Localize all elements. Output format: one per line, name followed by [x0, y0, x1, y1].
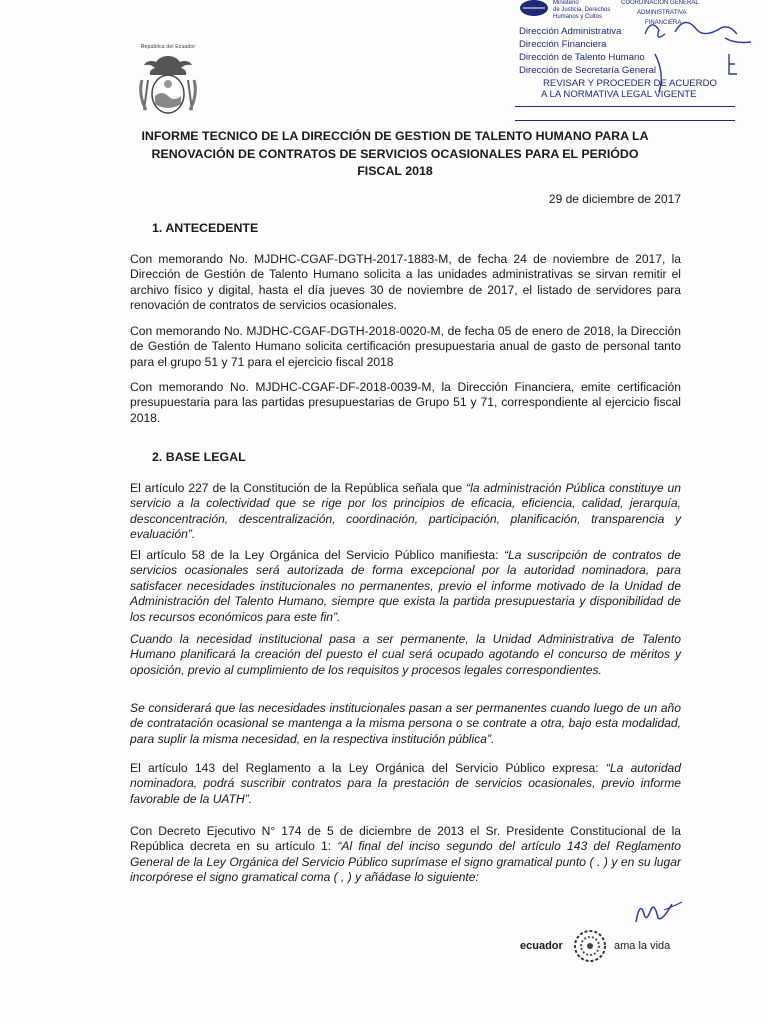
stamp-org-3: Humanos y Cultos	[553, 14, 603, 20]
title-line-2: RENOVACIÓN DE CONTRATOS DE SERVICIOS OCASIONALES PARA EL PERIÓDO	[151, 146, 639, 161]
paragraph-quote: “La autoridad nominadora, podrá suscribir contratos para la prestación de servicios ocasionales, previo informe favorable de la UATH”.	[130, 761, 681, 806]
ecuador-coat-of-arms	[122, 44, 214, 122]
footer-brand-ecuador: ecuador	[520, 940, 563, 952]
seal-label: República del Ecuador	[140, 44, 196, 50]
stamp-rule-2	[515, 120, 735, 121]
coat-of-arms-icon	[122, 50, 214, 120]
base-legal-paragraph-2	[130, 548, 681, 625]
stamp-line-3: Dirección de Talento Humano	[519, 52, 645, 63]
stamp-unit-1: COORDINACIÓN GENERAL	[621, 0, 699, 6]
stamp-org-2: de Justicia, Derechos	[553, 7, 611, 13]
paragraph-lead: El artículo 143 del Reglamento a la Ley Orgánica del Servicio Público expresa:	[130, 761, 606, 775]
footer-brand-ama-la-vida: ama la vida	[614, 940, 671, 952]
stamp-line-5: REVISAR Y PROCEDER DE ACUERDO	[543, 78, 717, 89]
title-line-1: INFORME TECNICO DE LA DIRECCIÓN DE GESTION DE TALENTO HUMANO PARA LA	[141, 129, 649, 143]
paragraph-quote: “La suscripción de contratos de servicios ocasionales será autorizada de forma excepcional por la autoridad nominadora, para satisfacer necesidades institucionales no permanentes, previo el informe motivado de la Unidad de Administración del Talento Humano, siempre que exista la partida presupuestaria y disponibilidad de los recursos económicos para este fin”.	[130, 548, 681, 624]
stamp-line-1: Dirección Administrativa	[519, 26, 622, 37]
antecedente-paragraph-2: Con memorando No. MJDHC-CGAF-DGTH-2018-0020-M, de fecha 05 de enero de 2018, la Dirección de Gestión de Talento Humano solicita certificación presupuestaria anual de gasto de personal tanto para el grupo 51 y 71 para el ejercicio fiscal 2018	[130, 324, 681, 369]
ecuador-brand-logo-icon	[570, 928, 610, 964]
paragraph-quote: “la administración Pública constituye un servicio a la colectividad que se rige por los principios de eficacia, eficiencia, calidad, jerarquía, desconcentración, descentralización, coordinación, participación, planificación, transparencia y evaluación”.	[130, 481, 681, 542]
antecedente-paragraph-1: Con memorando No. MJDHC-CGAF-DGTH-2017-1883-M, de fecha 24 de noviembre de 2017, la Dirección de Gestión de Talento Humano solicita a las unidades administrativas se sirvan remitir el archivo físico y digital, hasta el día jueves 30 de noviembre de 2017, el listado de servidores para renovación de contratos de servicios ocasionales.	[130, 252, 681, 313]
base-legal-paragraph-1	[130, 481, 681, 543]
document-title	[80, 128, 710, 181]
paragraph-quote: “Al final del inciso segundo del artículo 143 del Reglamento General de la Ley Orgánica del Servicio Público suprímase el signo gramatical punto ( . ) y en su lugar incorpórese el signo gramatical coma ( , ) y añádase lo siguiente:	[130, 839, 681, 885]
stamp-rule-1	[515, 106, 735, 107]
handwritten-initials-icon	[628, 892, 688, 930]
stamp-org-1: Ministerio	[553, 0, 579, 6]
paragraph-lead: El artículo 58 de la Ley Orgánica del Servicio Público manifiesta:	[130, 548, 505, 562]
paragraph-lead: El artículo 227 de la Constitución de la República señala que	[130, 481, 467, 495]
base-legal-paragraph-5	[130, 761, 681, 807]
document-date: 29 de diciembre de 2017	[548, 192, 681, 206]
section-heading-base-legal: 2. BASE LEGAL	[152, 450, 246, 464]
paragraph-quote: Cuando la necesidad institucional pasa a ser permanente, la Unidad Administrativa de Talento Humano planificará la creación del puesto el cual será ocupado agotando el concurso de méritos y oposición, previo al cumplimiento de los requisitos y procesos legales correspondientes.	[130, 632, 681, 677]
antecedente-paragraph-3: Con memorando No. MJDHC-CGAF-DF-2018-0039-M, la Dirección Financiera, emite certificación presupuestaria para las partidas presupuestarias de Grupo 51 y 71, correspondiente al ejercicio fiscal 2018.	[130, 380, 681, 425]
ministry-logo-icon	[519, 0, 549, 20]
base-legal-paragraph-4	[130, 701, 681, 747]
stamp-line-2: Dirección Financiera	[519, 39, 607, 50]
section-heading-antecedente: 1. ANTECEDENTE	[152, 221, 259, 235]
paragraph-lead: Con Decreto Ejecutivo N° 174 de 5 de diciembre de 2013 el Sr. Presidente Constitucional de la República decreta en su artículo 1:	[130, 824, 681, 854]
base-legal-paragraph-6	[130, 824, 681, 886]
stamp-line-6: A LA NORMATIVA LEGAL VIGENTE	[541, 89, 697, 100]
paragraph-quote: Se considerará que las necesidades institucionales pasan a ser permanentes cuando luego de un año de contratación ocasional se mantenga a la misma persona o se contrate a otra, bajo esta modalidad, para suplir la misma necesidad, en la respectiva institución pública”.	[130, 701, 681, 746]
base-legal-paragraph-3	[130, 632, 681, 678]
stamp-line-4: Dirección de Secretaría General	[519, 65, 657, 76]
reception-stamp	[505, 0, 760, 132]
stamp-unit-3: FINANCIERA	[645, 20, 682, 26]
stamp-unit-2: ADMINISTRATIVA	[637, 10, 687, 16]
handwritten-annotation-icon	[625, 4, 760, 94]
title-line-3: FISCAL 2018	[357, 164, 433, 178]
